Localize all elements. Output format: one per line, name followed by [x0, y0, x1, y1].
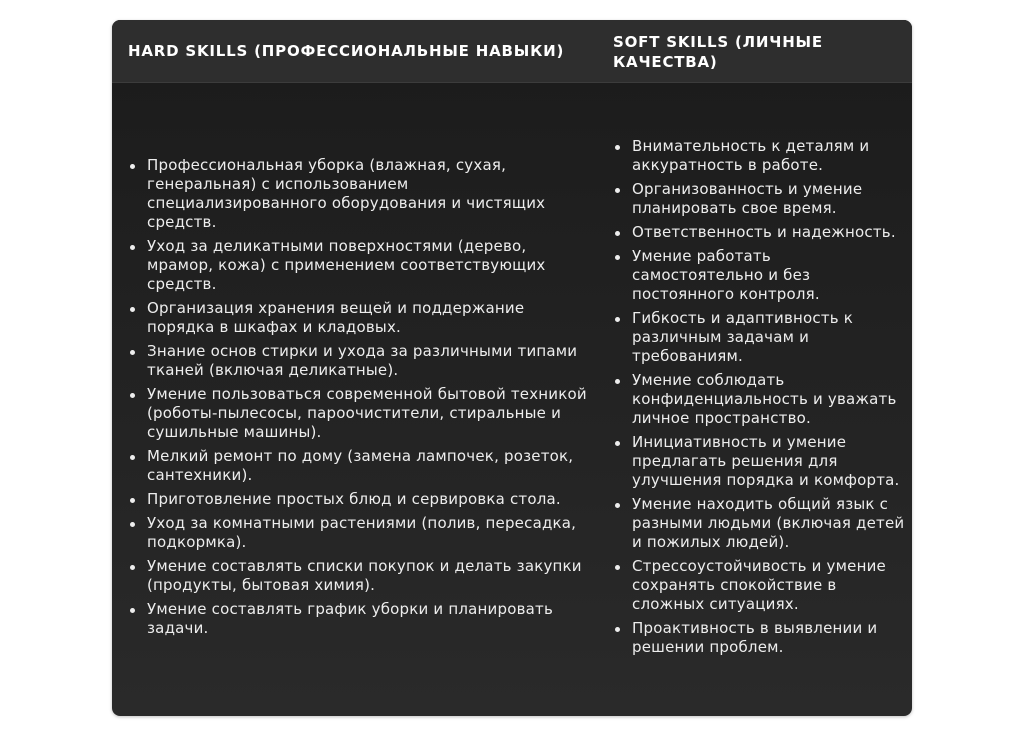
hard-skill-item: Знание основ стирки и ухода за различными типами тканей (включая деликатные). — [147, 342, 589, 380]
soft-skill-item: Инициативность и умение предлагать решения для улучшения порядка и комфорта. — [632, 433, 906, 490]
skills-table — [112, 20, 912, 716]
hard-skills-list — [112, 156, 597, 643]
soft-skills-column — [597, 83, 912, 716]
soft-skill-item: Стрессоустойчивость и умение сохранять спокойствие в сложных ситуациях. — [632, 557, 906, 614]
soft-skill-item: Умение находить общий язык с разными людьми (включая детей и пожилых людей). — [632, 495, 905, 551]
hard-skill-item: Умение составлять график уборки и планировать задачи. — [147, 600, 589, 638]
soft-skills-header: SOFT SKILLS (ЛИЧНЫЕ КАЧЕСТВА) — [613, 33, 823, 71]
hard-skills-column — [112, 83, 597, 716]
soft-skill-item: Организованность и умение планировать свое время. — [632, 180, 906, 218]
hard-skill-item: Уход за деликатными поверхностями (дерево, мрамор, кожа) с применением соответствующих средств. — [147, 237, 589, 294]
hard-skill-item: Профессиональная уборка (влажная, сухая, генеральная) с использованием специализированного оборудования и чистящих средств. — [147, 156, 589, 232]
soft-skill-item: Внимательность к деталям и аккуратность в работе. — [632, 137, 906, 175]
soft-skill-item: Умение работать самостоятельно и без постоянного контроля. — [632, 247, 906, 304]
hard-skill-item: Мелкий ремонт по дому (замена лампочек, розеток, сантехники). — [147, 447, 589, 485]
soft-skill-item: Ответственность и надежность. — [632, 223, 906, 242]
hard-skill-item: Приготовление простых блюд и сервировка стола. — [147, 490, 589, 509]
hard-skill-item: Умение пользоваться современной бытовой техникой (роботы-пылесосы, пароочистители, стиральные и сушильные машины). — [147, 385, 589, 442]
hard-skill-item: Уход за комнатными растениями (полив, пересадка, подкормка). — [147, 514, 589, 552]
soft-skill-item: Проактивность в выявлении и решении проблем. — [632, 619, 906, 657]
soft-skill-item: Гибкость и адаптивность к различным задачам и требованиям. — [632, 309, 906, 366]
hard-skill-item: Организация хранения вещей и поддержание порядка в шкафах и кладовых. — [147, 299, 589, 337]
hard-skill-item: Умение составлять списки покупок и делать закупки (продукты, бытовая химия). — [147, 557, 589, 595]
soft-skills-list — [597, 137, 912, 662]
table-header — [112, 20, 912, 83]
hard-skills-header: HARD SKILLS (ПРОФЕССИОНАЛЬНЫЕ НАВЫКИ) — [128, 42, 565, 60]
soft-skill-item: Умение соблюдать конфиденциальность и уважать личное пространство. — [632, 371, 906, 428]
